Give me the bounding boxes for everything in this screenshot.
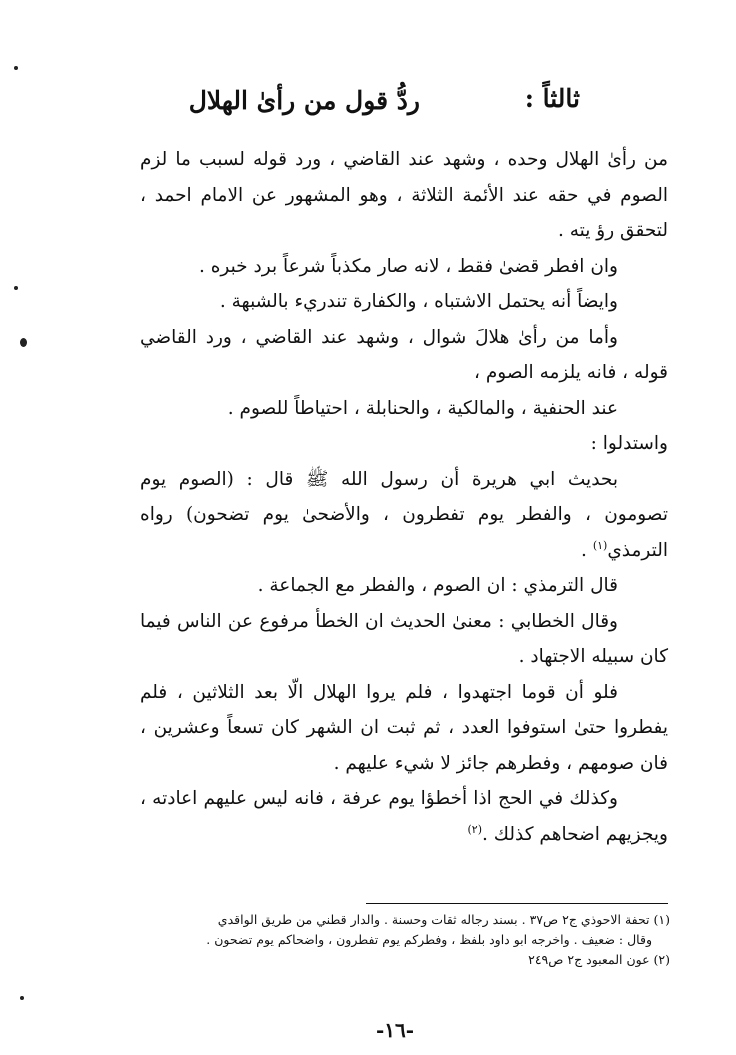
scan-mark — [14, 286, 18, 290]
footnote-1: (١) تحفة الاحوذي ج٢ ص٣٧ . بسند رجاله ثقات وحسنة . والدار قطني من طريق الواقدي — [217, 912, 670, 927]
page-number: -١٦- — [375, 1018, 415, 1042]
paragraph: قال الترمذي : ان الصوم ، والفطر مع الجماعة . — [257, 575, 618, 596]
section-heading — [188, 84, 580, 124]
footnotes — [140, 910, 670, 970]
paragraph: بحديث ابي هريرة أن رسول الله ﷺ قال : (الصوم يوم تصومون ، والفطر يوم تفطرون ، والأضحىٰ يوم تضحون) رواه الترمذي$^{(١)}$ . — [140, 468, 668, 561]
paragraph: وكذلك في الحج اذا أخطؤا يوم عرفة ، فانه ليس عليهم اعادته ، ويجزيهم اضحاهم كذلك .$^{(٢)}$ — [140, 788, 668, 845]
scan-mark — [20, 338, 27, 347]
section-number: ثالثاً : — [524, 84, 580, 113]
footnote-2: (٢) عون المعبود ج٢ ص٢٤٩ — [528, 952, 670, 967]
paragraph: فلو أن قوما اجتهدوا ، فلم يروا الهلال الّا بعد الثلاثين ، فلم يفطروا حتىٰ استوفوا العدد ، ثم ثبت ان الشهر كان تسعاً وعشرين ، فان صومهم ، وفطرهم جائز لا شيء عليهم . — [140, 681, 668, 774]
footnote-1-continued: وقال : ضعيف . واخرجه ابو داود بلفظ ، وفطركم يوم تفطرون ، واضحاكم يوم تضحون . — [206, 932, 652, 947]
scan-mark — [20, 996, 24, 1000]
section-title: ردُّ قول من رأىٰ الهلال — [188, 86, 420, 115]
paragraph: وايضاً أنه يحتمل الاشتباه ، والكفارة تندريء بالشبهة . — [219, 291, 618, 312]
footnote-divider — [366, 903, 668, 904]
body-text — [140, 142, 668, 852]
footnote-ref: (٢) — [467, 822, 482, 836]
paragraph: وقال الخطابي : معنىٰ الحديث ان الخطأ مرفوع عن الناس فيما كان سبيله الاجتهاد . — [140, 610, 668, 667]
footnote-ref: (١) — [592, 538, 608, 552]
paragraph: عند الحنفية ، والمالكية ، والحنابلة ، احتياطاً للصوم . — [227, 397, 618, 419]
paragraph: من رأىٰ الهلال وحده ، وشهد عند القاضي ، ورد قوله لسبب ما لزم الصوم في حقه عند الأئمة الثلاثة ، وهو المشهور عن الامام احمد ، لتحقق رؤ يته . — [140, 149, 668, 241]
paragraph: واستدلوا : — [590, 433, 668, 454]
scan-mark — [14, 66, 18, 70]
paragraph: وأما من رأىٰ هلالَ شوال ، وشهد عند القاضي ، ورد القاضي قوله ، فانه يلزمه الصوم ، — [140, 326, 668, 383]
paragraph: وان افطر قضىٰ فقط ، لانه صار مكذباً شرعاً برد خبره . — [198, 255, 618, 277]
